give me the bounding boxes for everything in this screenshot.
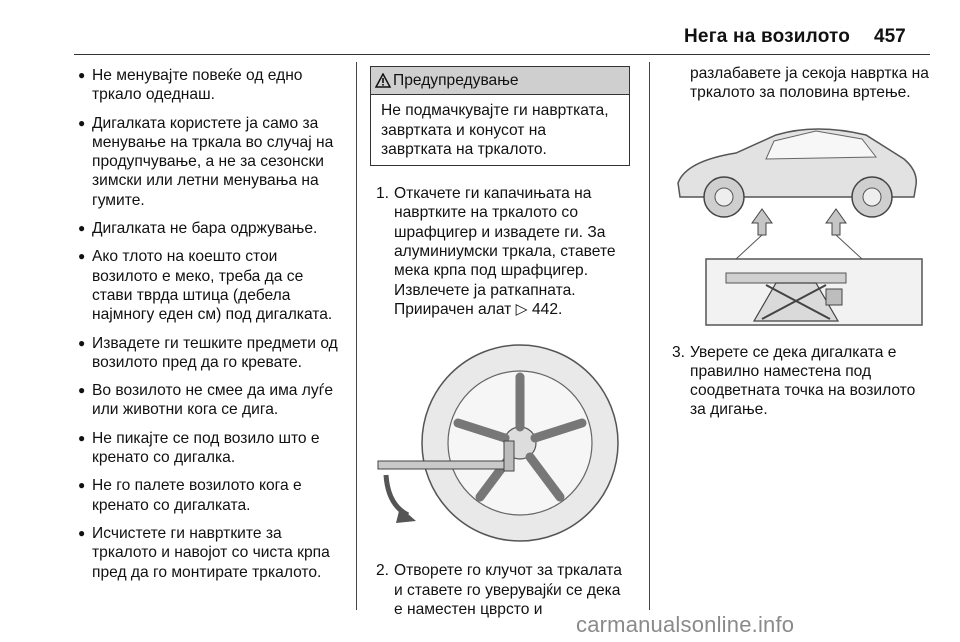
- header-rule: [74, 54, 930, 55]
- warning-header: [371, 67, 629, 95]
- watermark: carmanualsonline.info: [576, 612, 795, 637]
- step-text: Отворете го клучот за тркалата и ставете го уверувајќи се дека е наместен цврсто и: [394, 562, 622, 618]
- step-2: [370, 561, 632, 619]
- page-reference: Приирачен алат ▷ 442.: [394, 300, 563, 318]
- warning-title: Предупредување: [393, 72, 519, 89]
- column-2: [370, 66, 632, 619]
- step-text: Уверете се дека дигалката е правилно наместена под соодветната точка на возилото за дигање.: [690, 343, 916, 419]
- list-item: ● Не пикајте се под возило што е кренато со дигалка.: [78, 429, 346, 468]
- step-text: Откачете ги капачињата на навртките на тркалото со шрафцигер и извадете ги. За алуминиумски тркала, ставете мека крпа под шрафцигер. Извлечете ја раткапната.: [394, 185, 616, 299]
- column-1: [78, 66, 346, 591]
- list-item: ● Во возилото не смее да има луѓе или животни кога се дига.: [78, 381, 346, 420]
- step-number: 1.: [376, 185, 390, 203]
- column-divider-2: [649, 62, 650, 610]
- list-item: ● Не го палете возилото кога е кренато со дигалката.: [78, 476, 346, 515]
- column-divider-1: [356, 62, 357, 610]
- step-number: 3.: [672, 343, 686, 361]
- list-item: ● Ако тлото на коешто стои возилото е меко, треба да се стави тврда штица (дебела најмногу еден см) под дигалката.: [78, 247, 346, 324]
- step-2-continued: разлабавете ја секоја навртка на тркалото за половина вртење.: [690, 65, 929, 102]
- step-3: [666, 343, 934, 420]
- warning-triangle-icon: [375, 73, 391, 88]
- list-item: ● Дигалката користете ја само за менување на тркала во случај на продупчување, а не за сезонски зимски или летни менувања на гумите.: [78, 114, 346, 210]
- list-item: ● Не менувајте повеќе од едно тркало одеднаш.: [78, 66, 346, 105]
- list-item: ● Исчистете ги навртките за тркалото и навојот со чиста крпа пред да го монтирате тркалото.: [78, 524, 346, 582]
- page-header-title: Нега на возилото: [684, 26, 851, 47]
- list-item: ● Извадете ги тешките предмети од возилото пред да го кревате.: [78, 334, 346, 373]
- list-item: ● Дигалката не бара одржување.: [78, 219, 346, 238]
- wheel-wrench-illustration: [370, 335, 632, 545]
- car-lift-illustration: [666, 113, 928, 327]
- reference-arrow-icon: ▷: [515, 300, 528, 318]
- warning-box: [370, 66, 630, 166]
- page-number: 457: [874, 26, 906, 47]
- column-3: [666, 64, 934, 420]
- warning-text: Не подмачкувајте ги навртката, завртката и конусот на завртката на тркалото.: [381, 102, 609, 158]
- step-number: 2.: [376, 562, 390, 580]
- precaution-list: [78, 66, 346, 582]
- step-1: [370, 184, 632, 319]
